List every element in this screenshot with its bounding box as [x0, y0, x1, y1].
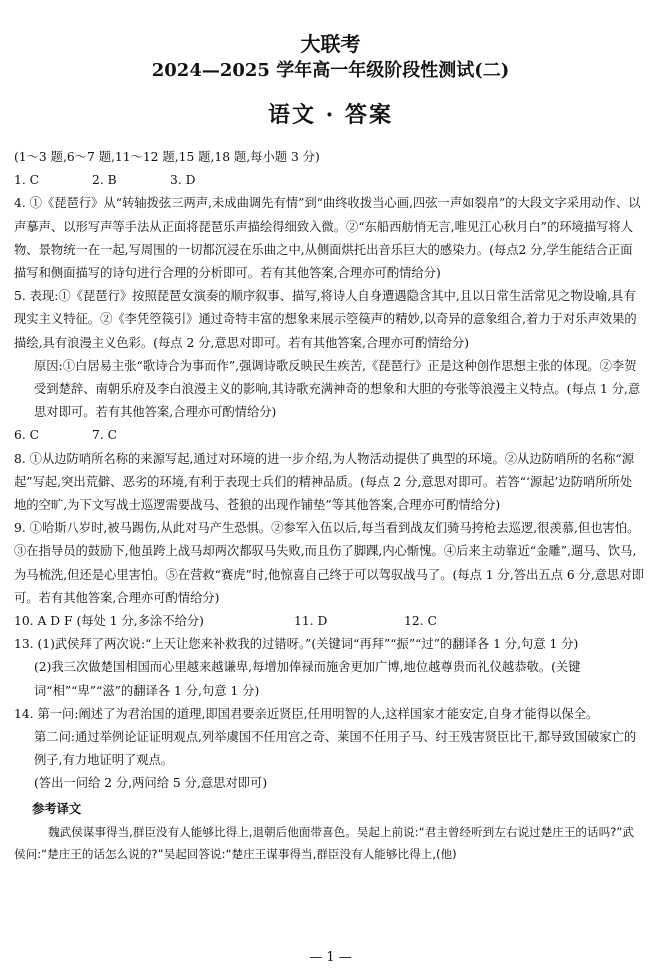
answer-5-expression: 5. 表现:①《琵琶行》按照琵琶女演奏的顺序叙事、描写,将诗人自身遭遇隐含其中,且以日常生活常见之物设喻,具有现实主义特征。②《李凭箜篌引》通过奇特丰富的想象来展示箜篌声的精妙,以奇异的意象组合,着力于对乐声效果的描绘,具有浪漫主义色彩。(每点 2 分,意思对即可。若有其他答案,合理亦可酌情给分)	[14, 289, 637, 350]
answer-9: 9. ①哈斯八岁时,被马踢伤,从此对马产生恐惧。②参军入伍以后,每当看到战友们骑马挎枪去巡逻,很羡慕,但也害怕。③在指导员的鼓励下,他虽跨上战马却两次都驭马失败,而且伤了脚踝,内心惭愧。④后来主动靠近“金雕”,遛马、饮马,为马梳洗,但还是心里害怕。⑤在营救“赛虎”时,他惊喜自己终于可以驾驭战马了。(每点 1 分,答出五点 6 分,意思对即可。若有其他答案,合理亦可酌情给分)	[14, 521, 644, 605]
answer-8: 8. ①从边防哨所名称的来源写起,通过对环境的进一步介绍,为人物活动提供了典型的环境。②从边防哨所的名称“源起”写起,突出荒僻、恶劣的环境,有利于表现士兵们的精神品质。(每点 2 分,意思对即可。若答“‘源起’边防哨所所处地的空旷,为下文写战士巡逻需要战马、苍狼的出现作铺垫”等其他答案,合理亦可酌情给分)	[14, 451, 634, 513]
answers-6-7	[14, 424, 644, 447]
page-number: — 1 —	[309, 950, 352, 965]
answer-14-scoring: (答出一问给 2 分,两问给 5 分,意思对即可)	[34, 776, 268, 791]
answer-6: 6. C	[14, 428, 40, 443]
answers-1-3	[14, 169, 644, 192]
answer-14-part2: 第二问:通过举例论证证明观点,列举虞国不任用宫之奇、莱国不任用子马、纣王残害贤臣比干,都导致国破家亡的例子,有力地证明了观点。	[34, 730, 637, 768]
answer-13-1: 13. (1)武侯拜了两次说:“上天让您来补救我的过错呀。”(关键词“再拜”“振”“过”的翻译各 1 分,句意 1 分)	[14, 637, 579, 652]
answer-5-reason: 原因:①白居易主张“歌诗合为事而作”,强调诗歌反映民生疾苦,《琵琶行》正是这种创作思想主张的体现。②李贺受到楚辞、南朝乐府及李白浪漫主义的影响,其诗歌充满神奇的想象和大胆的夸张等浪漫主义特点。(每点 1 分,意思对即可。若有其他答案,合理亦可酌情给分)	[34, 358, 641, 420]
answer-2: 2. B	[92, 173, 117, 188]
reference-translation-text: 魏武侯谋事得当,群臣没有人能够比得上,退朝后他面带喜色。吴起上前说:“君主曾经听到左右说过楚庄王的话吗?”武侯问:“楚庄王的话怎么说的?”吴起回答说:“楚庄王谋事得当,群臣没有人能够比得上,(他)	[14, 824, 634, 861]
answer-14-part1: 14. 第一问:阐述了为君治国的道理,即国君要亲近贤臣,任用明智的人,这样国家才能安定,自身才能得以保全。	[14, 706, 599, 721]
reference-translation-title: 参考译文	[32, 801, 82, 816]
answers-10-12	[14, 610, 644, 633]
answer-3: 3. D	[170, 173, 196, 188]
answer-13-2: (2)我三次做楚国相国而心里越来越谦卑,每增加俸禄而施舍更加广博,地位越尊贵而礼仪越恭敬。(关键词“相”“卑”“滋”的翻译各 1 分,句意 1 分)	[34, 660, 581, 698]
answer-10: 10. A D F (每处 1 分,多涂不给分)	[14, 614, 204, 629]
answer-11: 11. D	[294, 614, 328, 629]
org-title: 大联考	[300, 32, 361, 56]
subject-title: 语文 · 答案	[268, 102, 393, 128]
answer-4: 4. ①《琵琶行》从“转轴拨弦三两声,未成曲调先有情”到“曲终收拨当心画,四弦一声如裂帛”的大段文字采用动作、以声摹声、以形写声等手法从正面将琵琶乐声描绘得细致入微。②“东船西舫悄无言,唯见江心秋月白”的环境描写将人物、景物统一在一起,写周围的一切都沉浸在乐曲之中,从侧面烘托出音乐巨大的感染力。(每点2 分,学生能结合正面描写和侧面描写的诗句进行合理的分析即可。若有其他答案,合理亦可酌情给分)	[14, 196, 641, 281]
scoring-note: (1～3 题,6～7 题,11～12 题,15 题,18 题,每小题 3 分)	[14, 150, 320, 164]
answer-body	[14, 146, 644, 865]
answer-7: 7. C	[92, 428, 118, 443]
answer-12: 12. C	[404, 614, 437, 629]
answer-1: 1. C	[14, 173, 40, 188]
exam-title: 2024—2025 学年高一年级阶段性测试(二)	[151, 60, 510, 81]
